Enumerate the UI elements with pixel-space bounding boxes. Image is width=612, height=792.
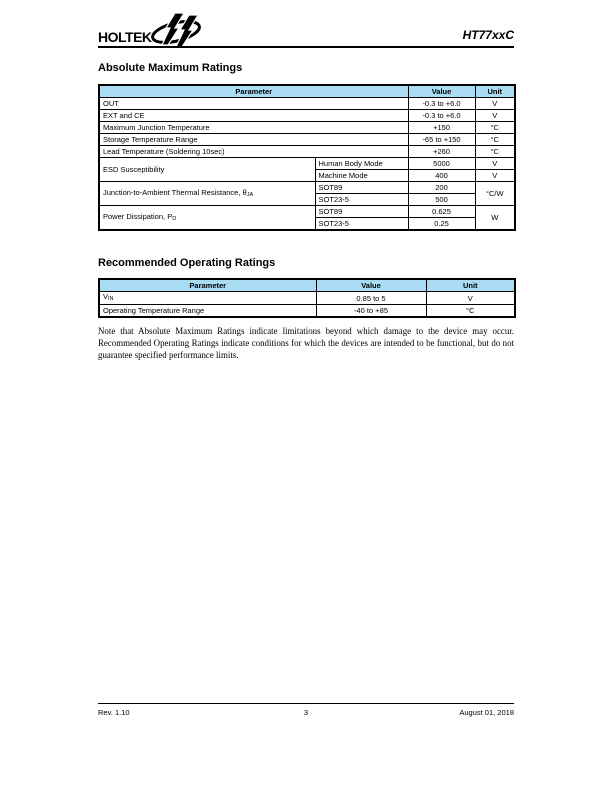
parameter-text: Junction-to-Ambient Thermal Resistance, θ <box>103 187 247 197</box>
parameter-text: V <box>103 292 109 301</box>
cell-value: -0.3 to +6.0 <box>408 110 475 122</box>
cell-subparameter: SOT89 <box>315 182 408 194</box>
column-header-unit: Unit <box>426 279 515 292</box>
document-id: HT77xxC <box>462 28 514 42</box>
cell-value: -40 to +85 <box>316 305 426 318</box>
cell-parameter <box>99 182 315 206</box>
parameter-text: Power Dissipation, P <box>103 211 173 221</box>
cell-value: 0.85 to 5 <box>316 292 426 305</box>
cell-unit: V <box>475 110 515 122</box>
date-label: August 01, 2018 <box>459 708 514 717</box>
cell-value: 400 <box>408 170 475 182</box>
ratings-note-paragraph: Note that Absolute Maximum Ratings indicate limitations beyond which damage to the device may occur. Recommended Operating Ratings indicate conditions for which the devices are intended to be functional, but do not guarantee specified performance limits. <box>98 326 514 360</box>
cell-unit: V <box>475 158 515 170</box>
cell-unit: V <box>426 292 515 305</box>
table-row <box>99 146 515 158</box>
holtek-logo-text: HOLTEK <box>98 29 152 45</box>
cell-value: 500 <box>408 194 475 206</box>
cell-value: 0.625 <box>408 206 475 218</box>
column-header-parameter: Parameter <box>99 85 408 98</box>
cell-unit: °C <box>426 305 515 318</box>
column-header-value: Value <box>316 279 426 292</box>
cell-value: 200 <box>408 182 475 194</box>
column-header-value: Value <box>408 85 475 98</box>
cell-subparameter: Machine Mode <box>315 170 408 182</box>
cell-value: 0.25 <box>408 218 475 231</box>
cell-value: +260 <box>408 146 475 158</box>
table-row <box>99 292 515 305</box>
cell-parameter: Maximum Junction Temperature <box>99 122 408 134</box>
cell-unit: W <box>475 206 515 231</box>
page-number: 3 <box>303 708 309 717</box>
cell-parameter <box>99 206 315 231</box>
cell-value: -0.3 to +6.0 <box>408 98 475 110</box>
cell-parameter: ESD Susceptibility <box>99 158 315 182</box>
table-header-row <box>99 85 515 98</box>
cell-value: -65 to +150 <box>408 134 475 146</box>
table-row <box>99 206 515 218</box>
cell-parameter: Lead Temperature (Soldering 10sec) <box>99 146 408 158</box>
cell-unit: °C <box>475 134 515 146</box>
cell-subparameter: SOT23-5 <box>315 218 408 231</box>
cell-parameter: Operating Temperature Range <box>99 305 316 318</box>
recommended-operating-ratings-table <box>98 278 516 318</box>
column-header-parameter: Parameter <box>99 279 316 292</box>
parameter-subscript: JA <box>246 191 254 198</box>
absolute-maximum-ratings-table <box>98 84 516 231</box>
cell-unit: °C <box>475 146 515 158</box>
table-row <box>99 305 515 318</box>
cell-parameter: EXT and CE <box>99 110 408 122</box>
parameter-subscript: D <box>172 215 177 222</box>
table-row <box>99 122 515 134</box>
table-row <box>99 98 515 110</box>
section-title-recommended-operating-ratings: Recommended Operating Ratings <box>98 257 276 269</box>
cell-subparameter: SOT89 <box>315 206 408 218</box>
cell-subparameter: Human Body Mode <box>315 158 408 170</box>
cell-parameter: OUT <box>99 98 408 110</box>
header-divider <box>98 46 514 48</box>
footer-divider <box>98 703 514 704</box>
parameter-subscript: IN <box>108 296 114 302</box>
cell-unit: V <box>475 98 515 110</box>
table-row <box>99 158 515 170</box>
cell-subparameter: SOT23-5 <box>315 194 408 206</box>
cell-value: +150 <box>408 122 475 134</box>
section-title-absolute-maximum-ratings: Absolute Maximum Ratings <box>98 62 243 74</box>
cell-value: 5000 <box>408 158 475 170</box>
cell-parameter <box>99 292 316 305</box>
column-header-unit: Unit <box>475 85 515 98</box>
table-row <box>99 110 515 122</box>
cell-parameter: Storage Temperature Range <box>99 134 408 146</box>
cell-unit: °C <box>475 122 515 134</box>
table-row <box>99 182 515 194</box>
revision-label: Rev. 1.10 <box>98 708 130 717</box>
cell-unit: °C/W <box>475 182 515 206</box>
table-row <box>99 134 515 146</box>
cell-unit: V <box>475 170 515 182</box>
table-header-row <box>99 279 515 292</box>
